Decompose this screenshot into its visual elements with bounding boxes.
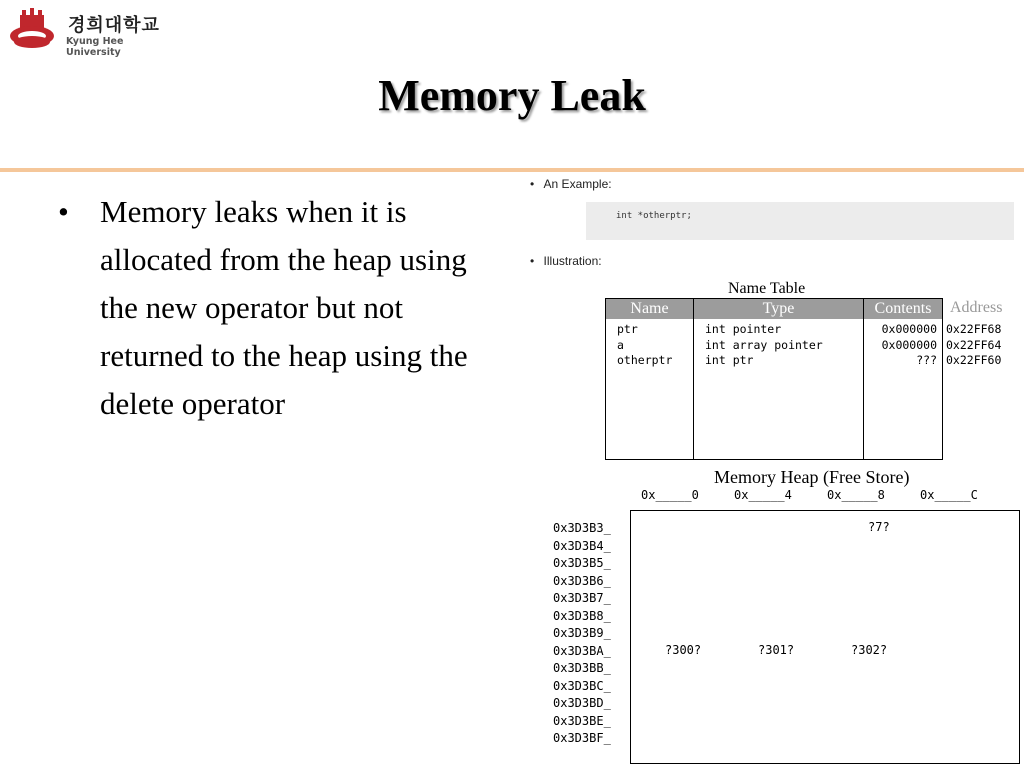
memory-leak-figure bbox=[528, 172, 1024, 768]
slide-bullet bbox=[58, 188, 508, 428]
name-table bbox=[605, 298, 943, 460]
illustration-label: Illustration: bbox=[543, 254, 602, 268]
heap-row-labels: 0x3D3B3_ 0x3D3B4_ 0x3D3B5_ 0x3D3B6_ 0x3D3B7_ 0x3D3B8_ 0x3D3B9_ 0x3D3BA_ 0x3D3BB_ 0x3D3BC_ 0x3D3BD_ 0x3D3BE_ 0x3D3BF_ bbox=[553, 521, 611, 745]
name-cells: ptr a otherptr bbox=[617, 322, 673, 367]
illustration-heading bbox=[530, 254, 602, 268]
type-cells: int pointer int array pointer int ptr bbox=[705, 322, 823, 367]
bullet-icon: • bbox=[58, 194, 69, 229]
contents-header: Contents bbox=[864, 299, 942, 319]
memory-heap-grid bbox=[630, 510, 1020, 764]
name-table-title: Name Table bbox=[728, 280, 806, 297]
heap-cell-value: ?7? bbox=[868, 520, 890, 534]
heap-column-label: 0x_____8 bbox=[827, 488, 885, 502]
heap-cell-value: ?302? bbox=[851, 643, 888, 657]
logo-korean-name: 경희대학교 bbox=[68, 15, 160, 36]
address-cells: 0x22FF68 0x22FF64 0x22FF60 bbox=[946, 322, 1002, 367]
memory-heap-title: Memory Heap (Free Store) bbox=[714, 467, 910, 487]
contents-cells: 0x000000 0x000000 ??? bbox=[881, 322, 937, 367]
heap-column-label: 0x_____4 bbox=[734, 488, 792, 502]
example-label: An Example: bbox=[543, 177, 612, 191]
university-emblem-icon bbox=[8, 6, 64, 52]
code-box bbox=[586, 202, 1014, 240]
heap-column-label: 0x_____0 bbox=[641, 488, 699, 502]
bullet-text: Memory leaks when it is allocated from the heap using the new operator but not returned to the heap using the delete operator bbox=[100, 194, 468, 421]
address-header: Address bbox=[950, 299, 1003, 316]
university-logo bbox=[8, 6, 178, 58]
slide-title: Memory Leak bbox=[378, 71, 646, 120]
heap-cell-value: ?301? bbox=[758, 643, 795, 657]
code-snippet: int *otherptr; bbox=[616, 211, 692, 221]
heap-cell-value: ?300? bbox=[665, 643, 702, 657]
example-heading bbox=[530, 177, 612, 191]
figure-bullet-icon: • bbox=[530, 254, 535, 268]
figure-bullet-icon: • bbox=[530, 177, 535, 191]
logo-english-name: Kyung Hee University bbox=[66, 36, 124, 58]
heap-column-label: 0x_____C bbox=[920, 488, 978, 502]
name-header: Name bbox=[606, 299, 693, 319]
type-header: Type bbox=[694, 299, 863, 319]
